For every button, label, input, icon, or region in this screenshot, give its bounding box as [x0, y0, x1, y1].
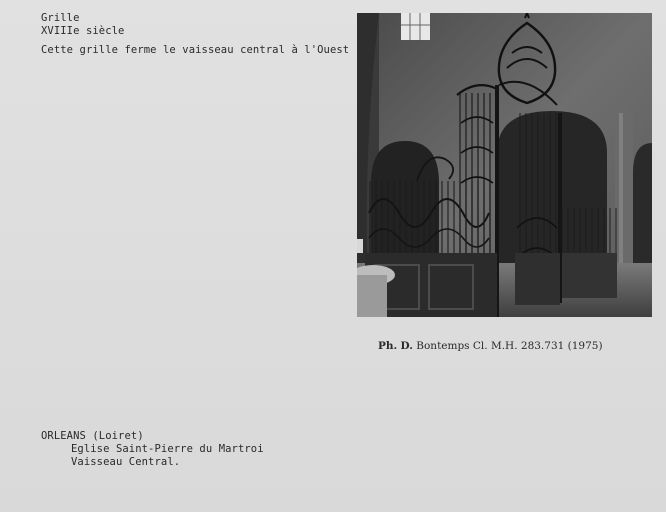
credit-text: Bontemps Cl. M.H. 283.731 [416, 340, 565, 352]
photo-credit [378, 340, 603, 353]
photograph-image [357, 13, 652, 317]
object-label: Grille [41, 12, 80, 24]
location-building: Eglise Saint-Pierre du Martroi [71, 443, 264, 455]
credit-year: (1975) [567, 340, 603, 352]
location-city: ORLEANS (Loiret) [41, 430, 144, 442]
credit-initial: D. [400, 340, 413, 352]
description-text: Cette grille ferme le vaisseau central à l'Ouest [41, 44, 350, 56]
photograph [357, 13, 652, 317]
century-label: XVIIIe siècle [41, 25, 125, 37]
credit-prefix: Ph. [378, 340, 398, 352]
location-area: Vaisseau Central. [71, 456, 181, 468]
